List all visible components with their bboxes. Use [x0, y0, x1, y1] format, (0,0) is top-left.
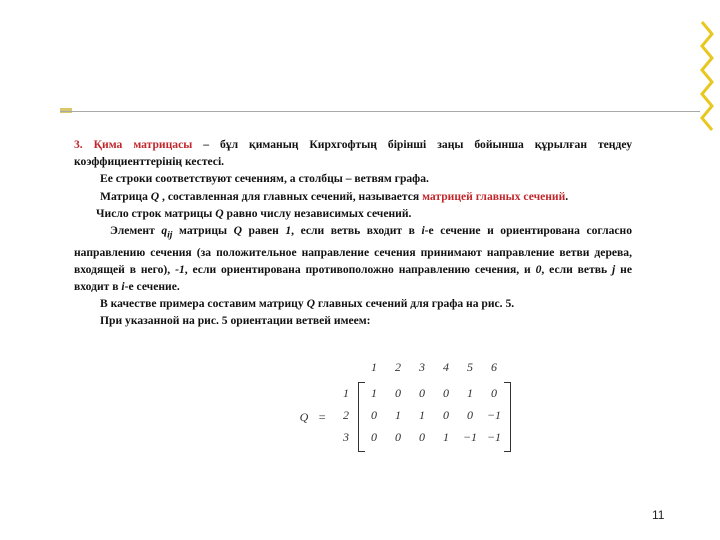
matrix-cell: 0: [395, 430, 401, 444]
term-kima-matrix: 3. Қима матрицасы: [74, 138, 193, 151]
text-run: Элемент: [110, 224, 162, 238]
row-header: 3: [343, 430, 349, 444]
matrix-cell: 0: [419, 430, 425, 444]
text-run: равен: [241, 224, 286, 238]
col-header: 3: [419, 360, 425, 374]
matrix-cell: 0: [491, 386, 497, 400]
symbol-q: Q: [306, 297, 315, 311]
col-header: 2: [395, 360, 401, 374]
definition-text: – бұл қиманың Кирхгофтың бірінші заңы бойынша құрылған теңдеу коэффициенттерінің кестесі.: [74, 138, 633, 169]
matrix-cell: −1: [486, 430, 502, 444]
text-run: , если ветвь: [541, 262, 613, 276]
value-zero: 0: [535, 262, 542, 276]
paragraph-rows-columns: Ее строки соответствуют сечениям, а столбцы – ветвям графа.: [100, 172, 429, 186]
page-number: 11: [652, 508, 665, 522]
symbol-j: j: [612, 262, 616, 276]
text-run: -е сечение и ориентирована согласно направлению сечения (за положительное направление сечения принимают направление ветви дерева, входящей в него),: [74, 224, 632, 276]
matrix-cell: 1: [419, 408, 425, 422]
symbol-i: i: [421, 224, 425, 238]
paragraph-main-sections: [74, 188, 632, 205]
matrix-cell: 1: [467, 386, 473, 400]
value-one: 1: [285, 224, 292, 238]
text-run: матрицы: [172, 224, 234, 238]
matrix-cell: −1: [486, 408, 502, 422]
text-run: , составленная для главных сечений, называется: [159, 189, 423, 203]
symbol-i: i: [121, 279, 125, 293]
matrix-equals: =: [317, 410, 327, 424]
paragraph-element-rule: [74, 222, 632, 295]
value-minus-one: -1: [175, 262, 185, 276]
term-main-sections-matrix: матрицей главных сечений: [422, 189, 566, 203]
matrix-cell: 1: [371, 386, 377, 400]
paragraph-orientation: При указанной на рис. 5 ориентации ветвей имеем:: [100, 314, 371, 328]
zigzag-logo-icon: [700, 20, 714, 135]
text-run: , если ветвь входит в: [291, 224, 422, 238]
text-run: не входит в: [74, 262, 632, 293]
matrix-cell: 0: [443, 386, 449, 400]
paragraph-row-count: [74, 205, 632, 222]
text-run: -е сечение.: [124, 279, 180, 293]
text-run: равно числу независимых сечений.: [223, 206, 412, 220]
subscript-ij: ij: [167, 229, 173, 241]
matrix-cell: 0: [371, 430, 377, 444]
row-header: 1: [343, 386, 349, 400]
matrix-cell: 0: [395, 386, 401, 400]
matrix-cell: 0: [419, 386, 425, 400]
text-run: главных сечений для графа на рис. 5.: [314, 297, 515, 311]
col-header: 6: [491, 360, 497, 374]
matrix-label: Q: [299, 410, 309, 424]
text-run: Число строк матрицы: [96, 206, 216, 220]
symbol-q: Q: [233, 224, 242, 238]
text-run: Матрица: [100, 189, 151, 203]
matrix-cell: 1: [395, 408, 401, 422]
matrix-cell: 0: [443, 408, 449, 422]
row-header: 2: [343, 408, 349, 422]
document-body: [74, 136, 632, 330]
col-header: 5: [467, 360, 473, 374]
text-run: В качестве примера составим матрицу: [100, 297, 307, 311]
matrix-cell: 0: [371, 408, 377, 422]
col-header: 1: [371, 360, 377, 374]
symbol-q: q: [161, 224, 168, 238]
paragraph-example: [74, 295, 632, 312]
matrix-cell: 0: [467, 408, 473, 422]
text-run: .: [565, 189, 569, 203]
symbol-q: Q: [215, 206, 224, 220]
matrix-q: [300, 358, 520, 458]
matrix-cell: 1: [443, 430, 449, 444]
paragraph-definition: [74, 136, 632, 170]
symbol-q: Q: [150, 189, 160, 203]
col-header: 4: [443, 360, 449, 374]
header-rule: [60, 111, 700, 112]
matrix-cell: −1: [462, 430, 478, 444]
text-run: , если ориентирована противоположно направлению сечения, и: [184, 262, 536, 276]
